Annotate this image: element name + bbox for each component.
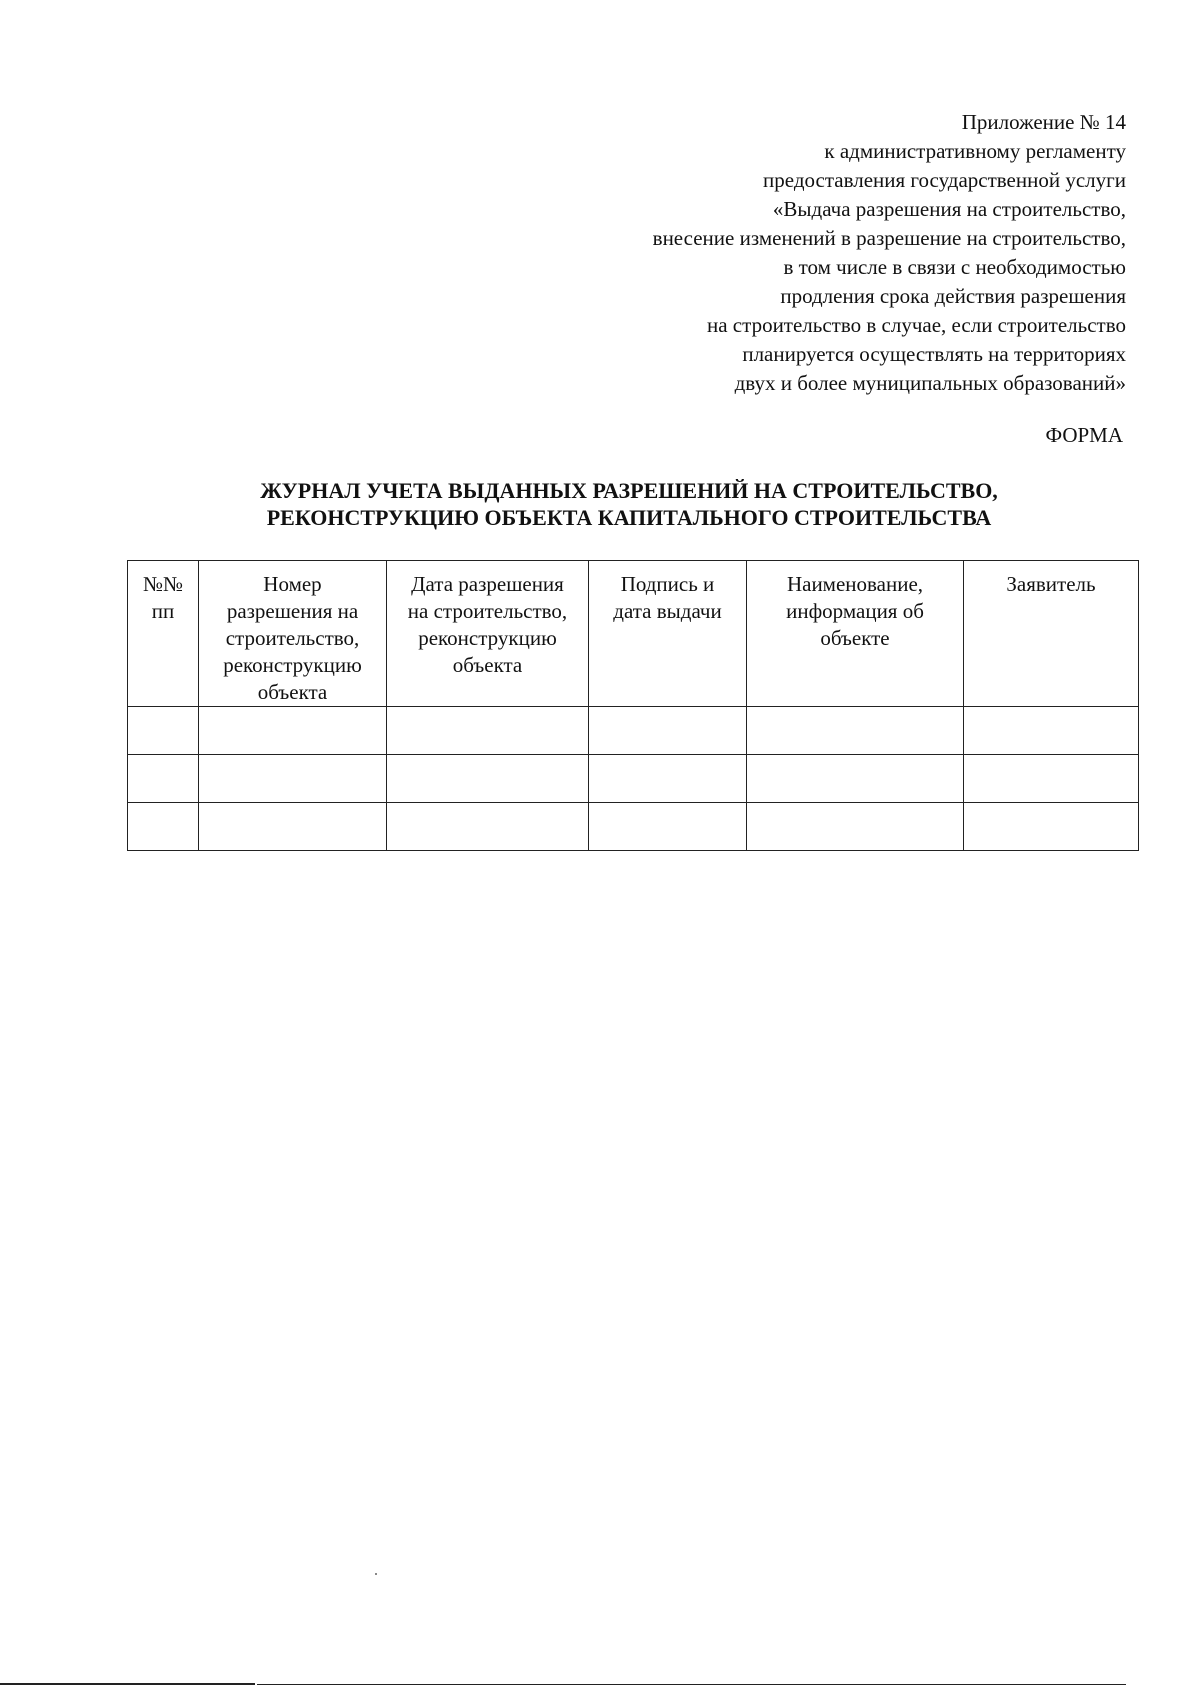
scan-edge-line	[257, 1684, 1126, 1685]
appendix-line: продления срока действия разрешения	[780, 284, 1126, 308]
table-cell	[589, 803, 747, 851]
table-cell	[589, 707, 747, 755]
table-cell	[964, 803, 1139, 851]
appendix-line: двух и более муниципальных образований»	[734, 371, 1126, 395]
scan-speck	[375, 1573, 377, 1575]
form-label: ФОРМА	[1045, 423, 1123, 447]
table-row	[128, 755, 1139, 803]
table-row	[128, 803, 1139, 851]
table-cell	[199, 755, 387, 803]
table-cell	[964, 707, 1139, 755]
table-header-row	[128, 561, 1139, 707]
table-cell	[199, 707, 387, 755]
table-cell	[128, 755, 199, 803]
appendix-line: к административному регламенту	[824, 139, 1126, 163]
table-cell	[387, 803, 589, 851]
table-cell	[199, 803, 387, 851]
document-title-line: РЕКОНСТРУКЦИЮ ОБЪЕКТА КАПИТАЛЬНОГО СТРОИТЕЛЬСТВА	[266, 505, 992, 530]
column-header-signature-date: Подпись и дата выдачи	[589, 561, 747, 707]
appendix-line: в том числе в связи с необходимостью	[783, 255, 1126, 279]
table-cell	[747, 803, 964, 851]
column-header-permit-date: Дата разрешения на строительство, реконструкцию объекта	[387, 561, 589, 707]
table-cell	[589, 755, 747, 803]
column-header-permit-number: Номер разрешения на строительство, реконструкцию объекта	[199, 561, 387, 707]
table-cell	[964, 755, 1139, 803]
column-header-applicant: Заявитель	[964, 561, 1139, 707]
appendix-line: внесение изменений в разрешение на строительство,	[652, 226, 1126, 250]
column-header-object-info: Наименование, информация об объекте	[747, 561, 964, 707]
appendix-line: предоставления государственной услуги	[763, 168, 1126, 192]
table-row	[128, 707, 1139, 755]
column-header-number: №№ пп	[128, 561, 199, 707]
table-cell	[387, 755, 589, 803]
appendix-header	[420, 108, 1126, 398]
scan-edge-line	[0, 1683, 255, 1685]
appendix-line: Приложение № 14	[961, 110, 1126, 134]
table-cell	[387, 707, 589, 755]
document-title-line: ЖУРНАЛ УЧЕТА ВЫДАННЫХ РАЗРЕШЕНИЙ НА СТРОИТЕЛЬСТВО,	[260, 478, 998, 503]
appendix-line: «Выдача разрешения на строительство,	[772, 197, 1126, 221]
appendix-line: на строительство в случае, если строительство	[707, 313, 1126, 337]
journal-table	[127, 560, 1139, 851]
document-title	[129, 477, 1129, 531]
table-cell	[747, 707, 964, 755]
table-cell	[747, 755, 964, 803]
table-cell	[128, 803, 199, 851]
appendix-line: планируется осуществлять на территориях	[742, 342, 1126, 366]
table-cell	[128, 707, 199, 755]
